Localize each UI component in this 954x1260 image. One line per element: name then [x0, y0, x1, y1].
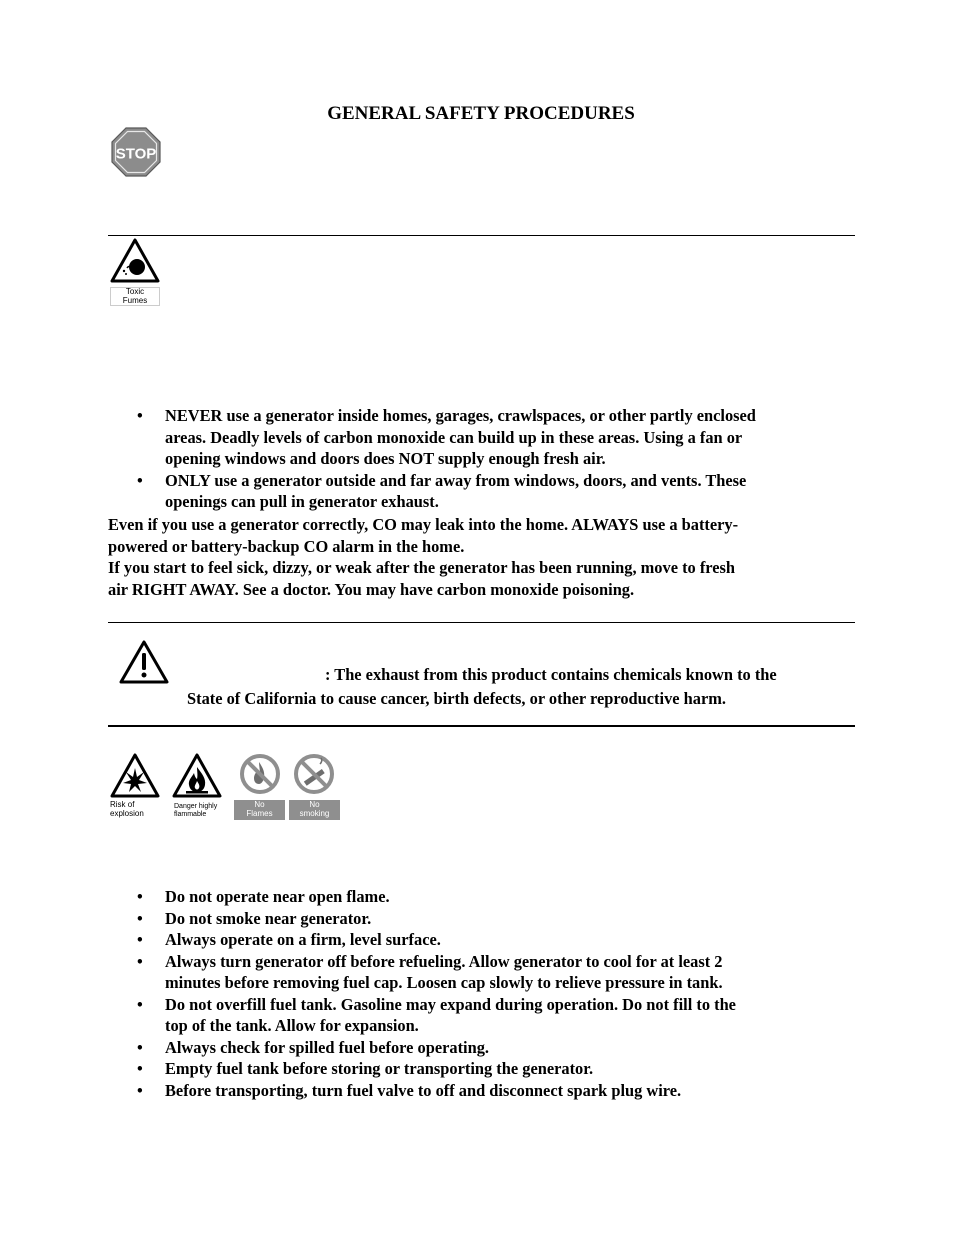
divider — [108, 725, 855, 727]
bullet-item — [108, 908, 736, 930]
flammable-icon — [172, 753, 224, 821]
bullet-line: opening windows and doors does NOT supply enough fresh air. — [165, 449, 606, 468]
co-paragraph-line: Even if you use a generator correctly, CO may leak into the home. ALWAYS use a battery- — [108, 515, 739, 534]
bullet-item — [108, 1037, 736, 1059]
bullet-item — [108, 994, 736, 1037]
bullet-line: • Always operate on a firm, level surface. — [165, 930, 441, 949]
bullet-line: • Before transporting, turn fuel valve to off and disconnect spark plug wire. — [165, 1080, 682, 1100]
no-smoking-icon — [289, 753, 341, 821]
bullet-line: minutes before removing fuel cap. Loosen cap slowly to relieve pressure in tank. — [165, 973, 723, 992]
bullet-line: • Do not operate near open flame. — [165, 887, 390, 906]
no-smoking-label-1: No — [309, 800, 320, 809]
bullet-item — [108, 1080, 736, 1102]
bullet-item — [108, 929, 736, 951]
bullet-line: • Empty fuel tank before storing or transporting the generator. — [165, 1059, 594, 1078]
flammable-label-1: Danger highly — [174, 803, 218, 810]
divider — [108, 235, 855, 236]
bullet-item — [108, 1058, 736, 1080]
co-paragraph-line: air RIGHT AWAY. See a doctor. You may have carbon monoxide poisoning. — [108, 579, 635, 599]
toxic-fumes-icon — [110, 238, 160, 306]
divider — [108, 622, 855, 623]
no-flames-label-1: No — [254, 800, 265, 809]
bullet-line: openings can pull in generator exhaust. — [165, 492, 439, 511]
bullet-line: • Always check for spilled fuel before operating. — [165, 1037, 489, 1057]
no-smoking-label-2: smoking — [299, 808, 330, 818]
bullet-line: • Do not smoke near generator. — [165, 908, 372, 928]
warning-line-1: : The exhaust from this product contains chemicals known to the — [325, 665, 777, 684]
bullet-item — [108, 951, 736, 994]
co-paragraph-line: If you start to feel sick, dizzy, or weak after the generator has been running, move to fresh — [108, 558, 736, 577]
stop-sign-icon — [111, 127, 161, 177]
bullet-line: • NEVER use a generator inside homes, garages, crawlspaces, or other partly enclosed — [165, 406, 756, 425]
stop-sign-text: STOP — [115, 145, 157, 163]
co-paragraph-line: powered or battery-backup CO alarm in the home. — [108, 536, 465, 556]
bullet-line: areas. Deadly levels of carbon monoxide can build up in these areas. Using a fan or — [165, 427, 743, 447]
bullet-line: • ONLY use a generator outside and far away from windows, doors, and vents. These — [165, 470, 747, 490]
no-flames-icon — [234, 753, 286, 821]
toxic-label-2: Fumes — [122, 295, 148, 305]
bullet-line: top of the tank. Allow for expansion. — [165, 1016, 419, 1035]
no-flames-label-2: Flames — [246, 808, 273, 818]
warning-icon — [119, 640, 169, 684]
warning-line-2: State of California to cause cancer, birth defects, or other reproductive harm. — [187, 689, 726, 708]
bullet-line: • Always turn generator off before refueling. Allow generator to cool for at least 2 — [165, 951, 723, 971]
co-paragraphs — [108, 514, 738, 600]
toxic-label-1: Toxic — [125, 287, 145, 296]
page-title: GENERAL SAFETY PROCEDURES — [327, 103, 635, 124]
bullet-line: • Do not overfill fuel tank. Gasoline may expand during operation. Do not fill to the — [165, 994, 736, 1014]
co-bullet-list — [108, 405, 756, 513]
explosion-label-2: explosion — [110, 808, 144, 818]
explosion-label-1: Risk of — [110, 800, 135, 809]
bullet-item — [108, 886, 736, 908]
flammable-label-2: flammable — [174, 810, 207, 818]
explosion-icon — [110, 753, 160, 821]
bullet-item — [108, 405, 756, 470]
fuel-bullet-list — [108, 886, 736, 1101]
bullet-item — [108, 470, 756, 513]
